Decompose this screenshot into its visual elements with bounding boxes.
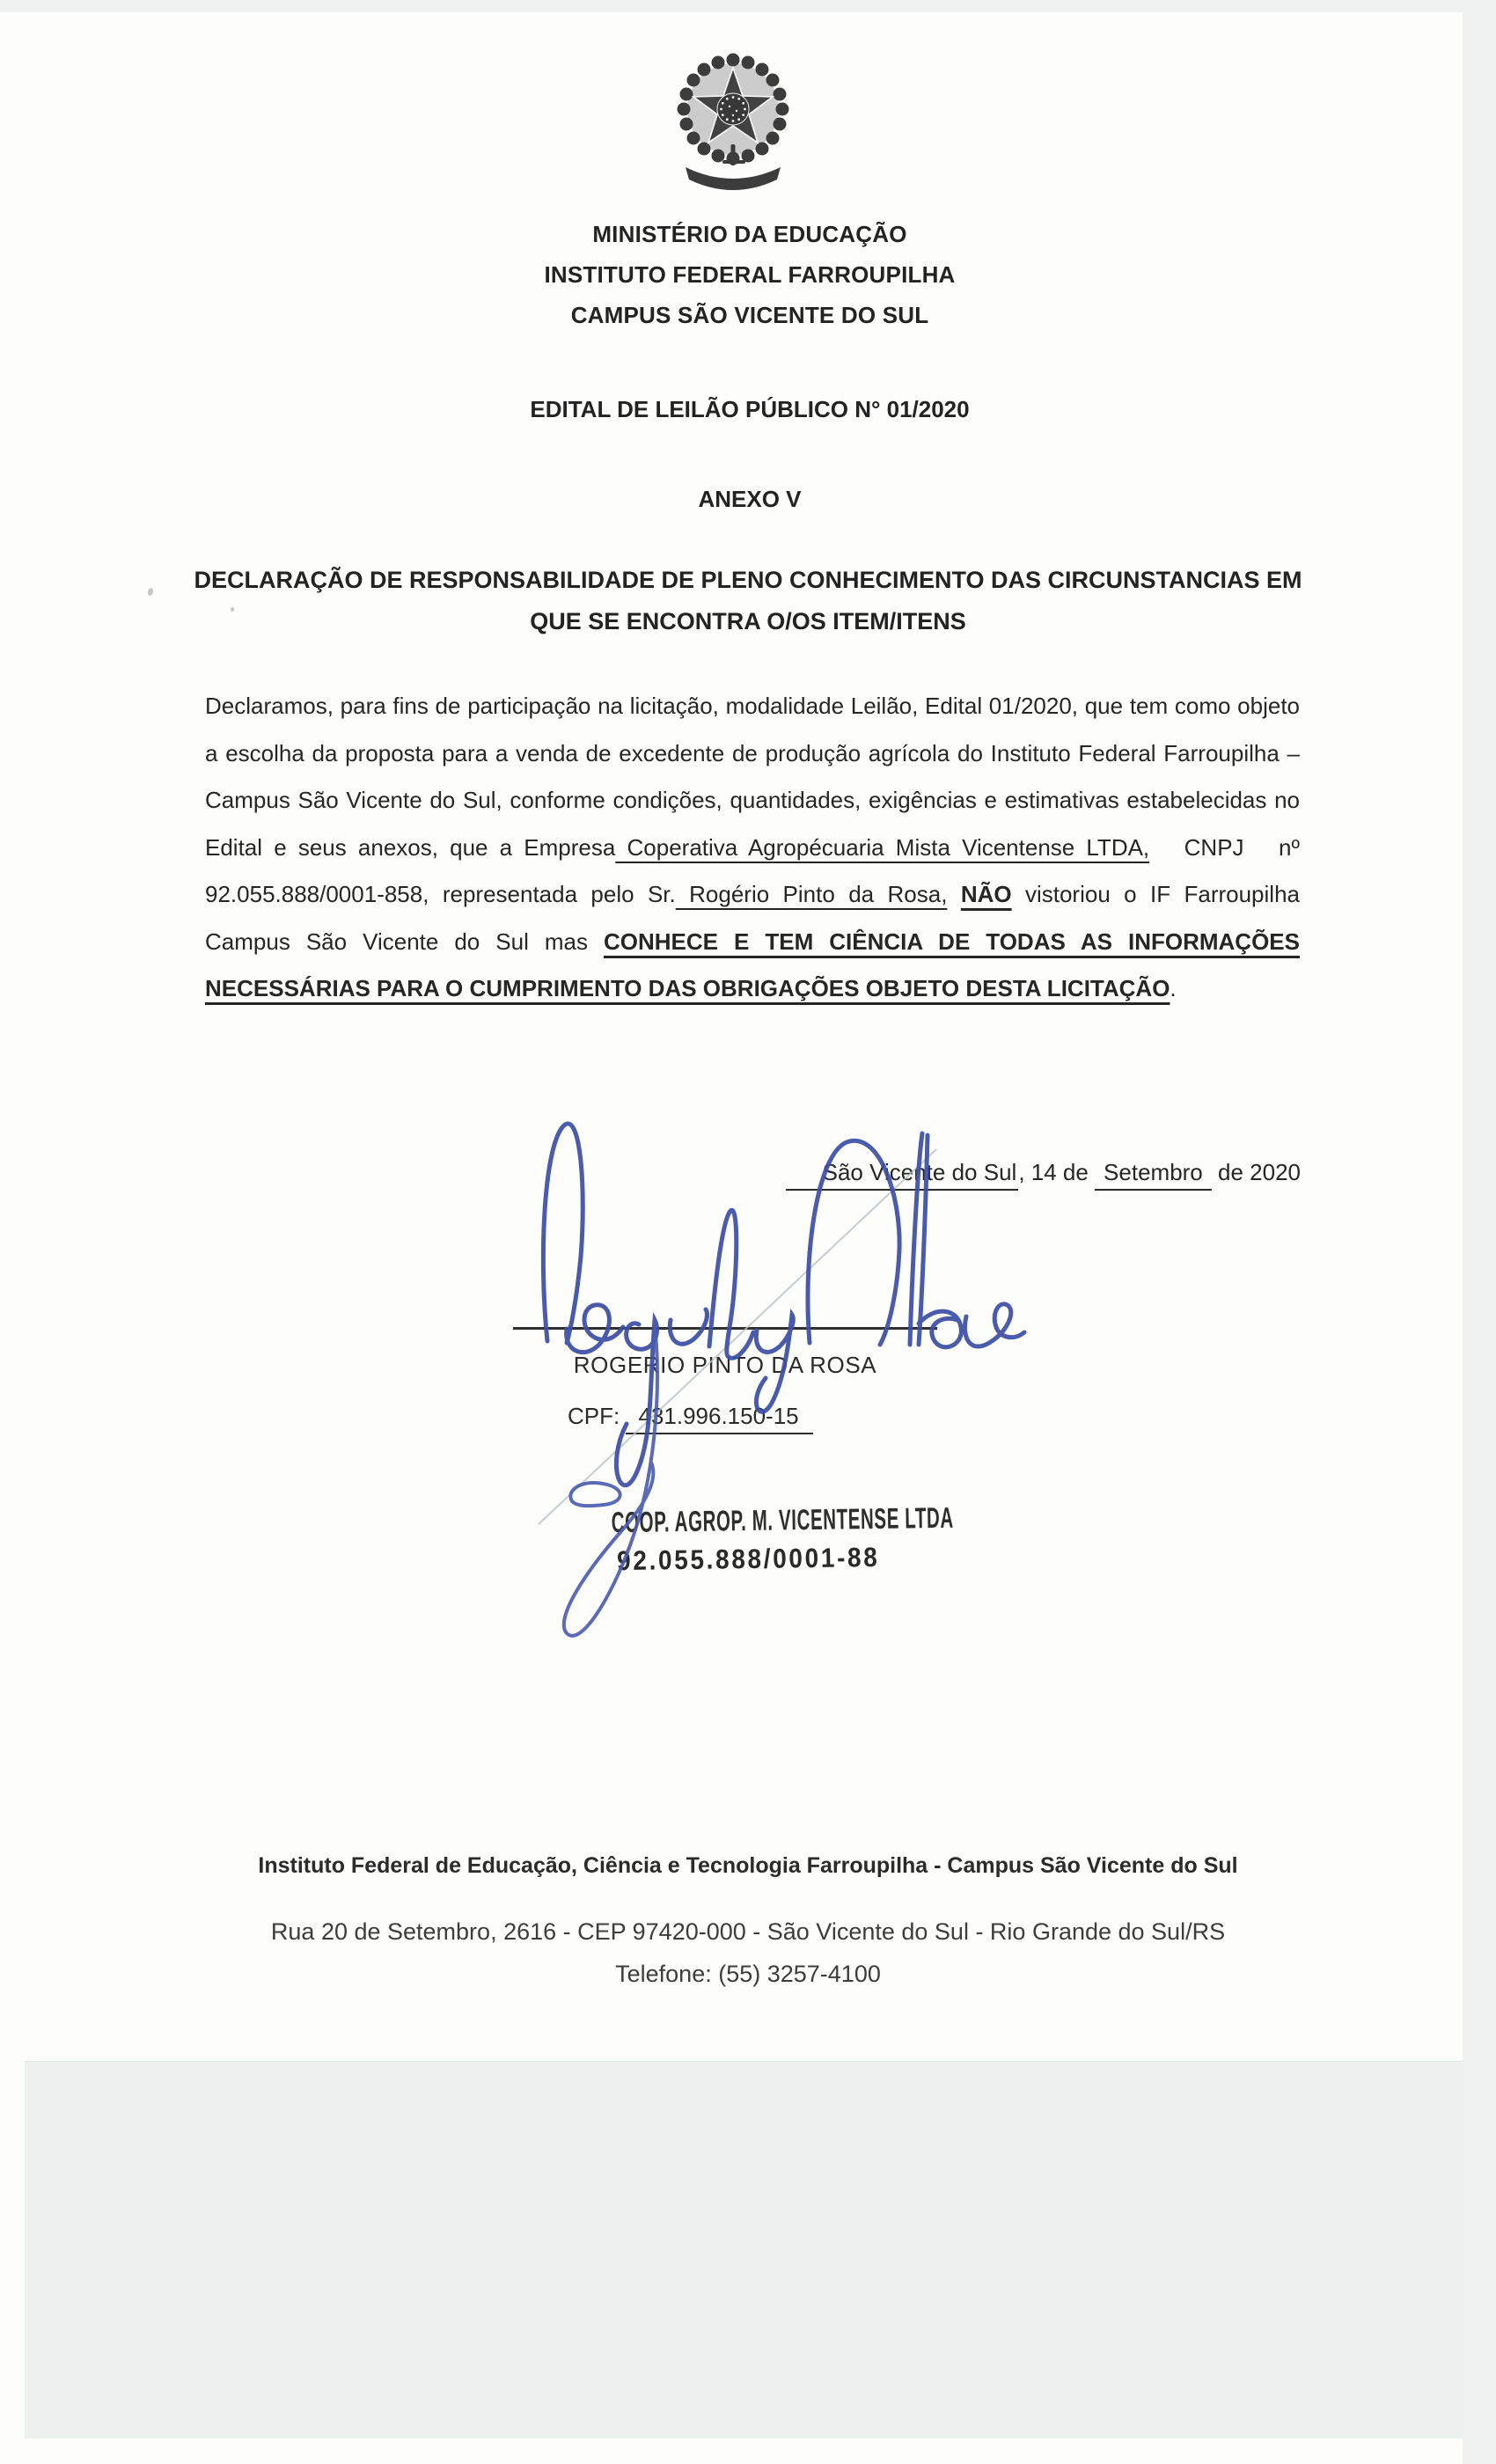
- signature-handwriting: [475, 1082, 1056, 1681]
- knowledge-emphasis: CONHECE E TEM CIÊNCIA DE TODAS AS INFORMAÇÕES NECESSÁRIAS PARA O CUMPRIMENTO DAS OBRIGAÇÕES OBJETO DESTA LICITAÇÃO: [205, 928, 1300, 1001]
- paragraph-separator: [947, 881, 960, 907]
- nao-emphasis: NÃO: [960, 881, 1012, 907]
- cpf-value-underlined: 431.996.150-15: [626, 1403, 812, 1434]
- document-header: [202, 214, 1297, 335]
- month-underlined: Setembro: [1095, 1159, 1212, 1191]
- brazil-coat-of-arms-icon: [671, 46, 795, 195]
- declaration-title-line2: QUE SE ENCONTRA O/OS ITEM/ITENS: [530, 608, 966, 634]
- footer-phone: Telefone: (55) 3257-4100: [615, 1961, 881, 1987]
- anexo-title: ANEXO V: [698, 486, 802, 512]
- scan-right-edge: [1463, 0, 1496, 2464]
- stamp-cnpj: 92.055.888/0001-88: [616, 1541, 880, 1577]
- edital-title: EDITAL DE LEILÃO PÚBLICO N° 01/2020: [530, 396, 970, 422]
- representative-name-underlined: Rogério Pinto da Rosa,: [675, 881, 948, 907]
- stamp-company-name: COOP. AGROP. M. VICENTENSE LTDA: [611, 1500, 954, 1539]
- footer-address: Rua 20 de Setembro, 2616 - CEP 97420-000 - São Vicente do Sul - Rio Grande do Sul/RS: [270, 1918, 1226, 1945]
- declaration-title: [119, 560, 1377, 642]
- scan-bottom-band: [25, 2061, 1464, 2438]
- declaration-paragraph: [205, 683, 1300, 1013]
- signatory-name: ROGERIO PINTO DA ROSA: [573, 1352, 877, 1378]
- paragraph-intro: Declaramos, para fins de participação na licitação, modalidade Leilão, Edital 01/2020, que tem como objeto a escolha da proposta para a venda de excedente de produção agrícola do Instituto Federal Farroupilha – Campus São Vicente do Sul, conforme condições, quantidades, exigências e estimativas estabelecidas no Edital e seus anexos, que a Empresa: [205, 693, 1300, 861]
- cpf-label: CPF:: [568, 1403, 620, 1429]
- city-underlined: São Vicente do Sul: [786, 1159, 1019, 1191]
- paragraph-cnpj: CNPJ nº 92.055.888/0001-858, representada pelo Sr.: [205, 833, 1301, 907]
- company-name-underlined: Coperativa Agropécuaria Mista Vicentense LTDA,: [615, 833, 1150, 861]
- paragraph-mid: vistoriou o IF Farroupilha Campus São Vicente do Sul mas: [205, 881, 1300, 955]
- paragraph-period: .: [1170, 975, 1177, 1001]
- date-separator: , 14 de: [1018, 1159, 1096, 1185]
- declaration-title-line1: DECLARAÇÃO DE RESPONSABILIDADE DE PLENO CONHECIMENTO DAS CIRCUNSTANCIAS EM: [194, 567, 1302, 593]
- date-year: de 2020: [1211, 1159, 1301, 1185]
- header-institute: INSTITUTO FEDERAL FARROUPILHA: [544, 261, 956, 288]
- scan-top-edge: [0, 0, 1496, 12]
- header-campus: CAMPUS SÃO VICENTE DO SUL: [570, 302, 929, 328]
- header-ministry: MINISTÉRIO DA EDUCAÇÃO: [592, 221, 907, 247]
- footer-institution: Instituto Federal de Educação, Ciência e Tecnologia Farroupilha - Campus São Vicente do Sul: [258, 1853, 1238, 1878]
